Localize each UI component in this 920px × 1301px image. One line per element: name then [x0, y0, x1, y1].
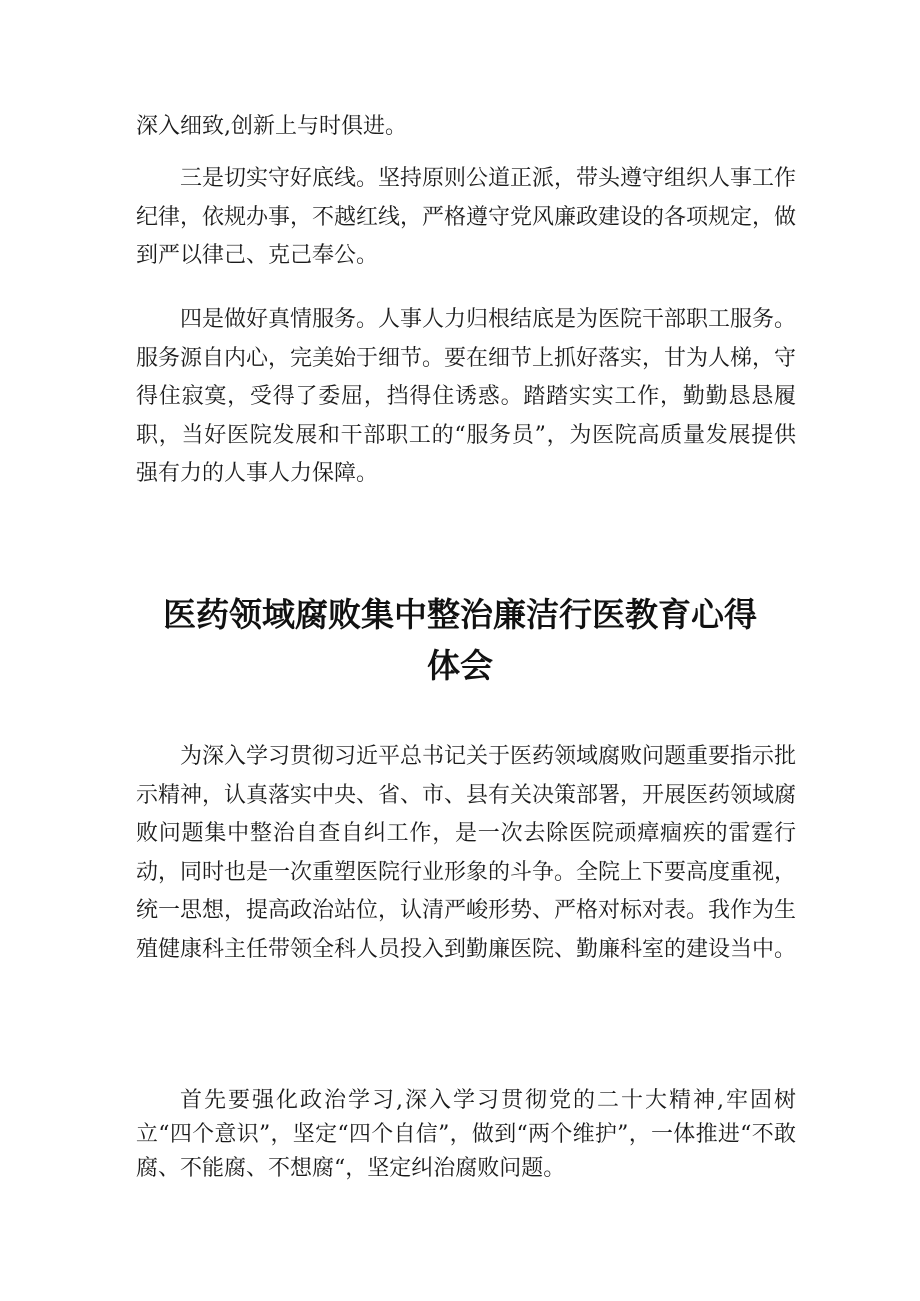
paragraph-fourth-point: 四是做好真情服务。人事人力归根结底是为医院干部职工服务。服务源自内心，完美始于细节。要在细节上抓好落实，甘为人梯，守得住寂寞，受得了委屈，挡得住诱惑。踏踏实实工作，勤勤恳恳履职，当好医院发展和干部职工的“服务员”，为医院高质量发展提供强有力的人事人力保障。 [136, 307, 797, 487]
paragraph-introduction: 为深入学习贯彻习近平总书记关于医药领域腐败问题重要指示批示精神，认真落实中央、省、市、县有关决策部署，开展医药领域腐败问题集中整治自查自纠工作，是一次去除医院顽瘴痼疾的雷霆行动，同时也是一次重塑医院行业形象的斗争。全院上下要高度重视，统一思想，提高政治站位，认清严峻形势、严格对标对表。我作为生殖健康科主任带领全科人员投入到勤廉医院、勤廉科室的建设当中。 [136, 744, 797, 962]
paragraph-first-point: 首先要强化政治学习,深入学习贯彻党的二十大精神,牢固树立“四个意识”，坚定“四个自信”，做到“两个维护”，一体推进“不敢腐、不能腐、不想腐“，坚定纠治腐败问题。 [136, 1088, 796, 1181]
paragraph-third-point: 三是切实守好底线。坚持原则公道正派，带头遵守组织人事工作纪律，依规办事，不越红线，严格遵守党风廉政建设的各项规定，做到严以律己、克己奉公。 [136, 166, 797, 269]
article-title-line-1: 医药领域腐败集中整治廉洁行医教育心得 [163, 595, 757, 634]
article-title-line-2: 体会 [427, 646, 493, 685]
paragraph-continuation: 深入细致,创新上与时俱进。 [136, 114, 407, 139]
